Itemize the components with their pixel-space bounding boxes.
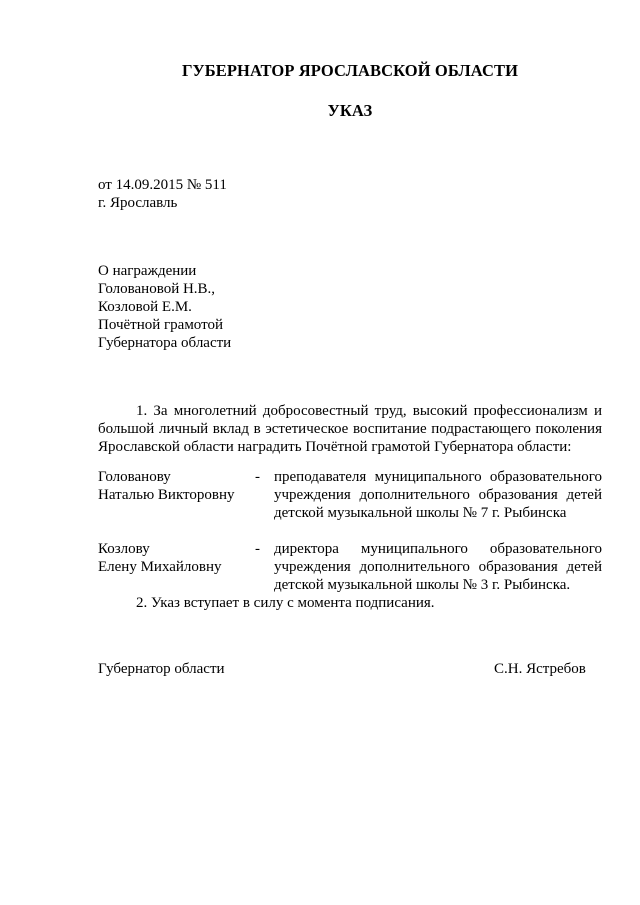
subject-line: Губернатора области — [98, 335, 232, 351]
awardee-description-line: учреждения дополнительного образования детей — [274, 559, 602, 575]
awardee-surname: Козлову — [98, 541, 150, 557]
subject-line: Почётной грамотой — [98, 317, 223, 333]
awardee-description-line: преподавателя муниципального образовательного — [274, 469, 602, 485]
awardee-description-line: учреждения дополнительного образования детей — [274, 487, 602, 503]
place-of-issue: г. Ярославль — [98, 195, 178, 211]
clause-1 — [98, 402, 602, 456]
awardee-dash: - — [255, 541, 260, 557]
awardee-given-names: Елену Михайловну — [98, 559, 222, 575]
awardee-description-line: детской музыкальной школы № 3 г. Рыбинска. — [274, 577, 571, 593]
awardee-surname: Голованову — [98, 469, 171, 485]
document-type: УКАЗ — [327, 101, 373, 120]
awardee-description-line: детской музыкальной школы № 7 г. Рыбинска — [274, 505, 567, 521]
issuing-authority: ГУБЕРНАТОР ЯРОСЛАВСКОЙ ОБЛАСТИ — [181, 61, 519, 80]
awardee-description-line: директора муниципального образовательного — [274, 541, 602, 557]
subject-line: Головановой Н.В., — [98, 281, 216, 297]
date-and-number: от 14.09.2015 № 511 — [98, 177, 227, 193]
clause-2: 2. Указ вступает в силу с момента подписания. — [136, 595, 435, 611]
signatory-name: С.Н. Ястребов — [494, 661, 586, 677]
awardee-description — [274, 468, 602, 522]
awardee-dash: - — [255, 469, 260, 485]
signatory-position: Губернатор области — [98, 661, 225, 677]
subject-line: Козловой Е.М. — [98, 299, 192, 315]
clause-1-text: 1. За многолетний добросовестный труд, высокий профессионализм и большой личный вклад в эстетическое воспитание подрастающего поколения Ярославской области наградить Почётной грамотой Губернатора области: — [98, 403, 602, 455]
awardee-given-names: Наталью Викторовну — [98, 487, 235, 503]
awardee-description — [274, 540, 602, 594]
subject-line: О награждении — [98, 263, 197, 279]
